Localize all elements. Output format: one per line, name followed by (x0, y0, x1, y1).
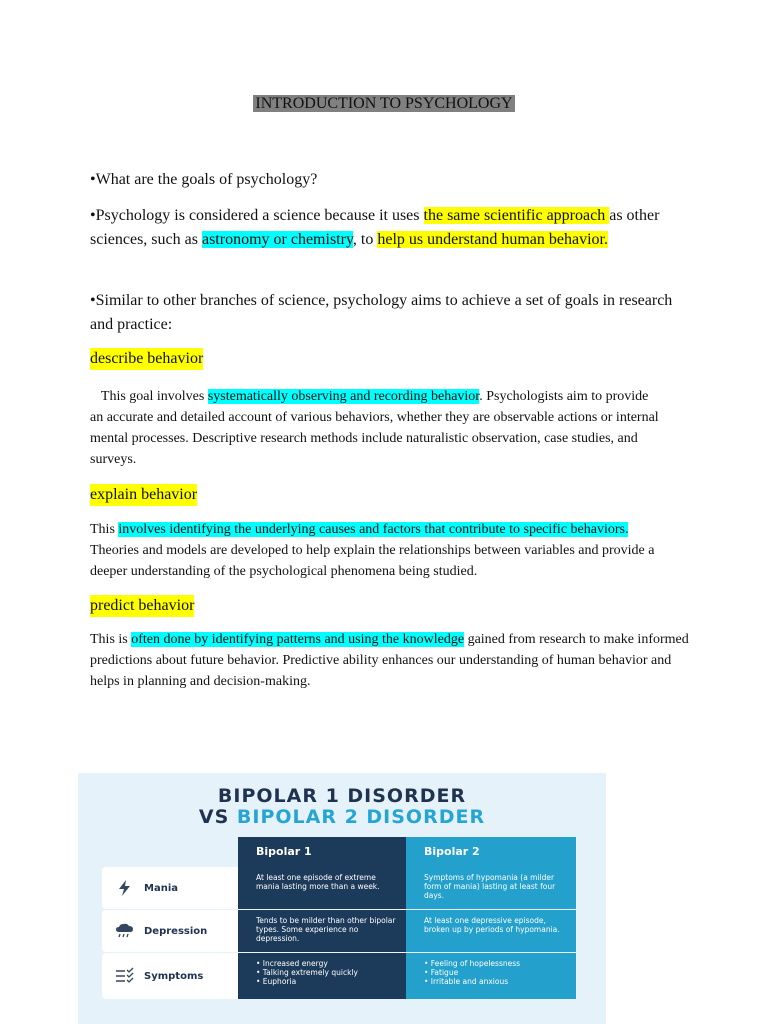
row-label-depression: Depression (102, 910, 238, 952)
highlight-causes: involves identifying the underlying causes and factors that contribute to specific behaviors. (118, 522, 629, 537)
heading-predict: predict behavior (90, 595, 194, 617)
heading-explain: explain behavior (90, 484, 197, 506)
highlight-understand-behavior: help us understand human behavior. (377, 231, 608, 248)
highlight-astronomy: astronomy or chemistry (201, 231, 353, 248)
cell-symptoms-bipolar-2: • Feeling of hopelessness • Fatigue • Irritable and anxious (406, 953, 576, 999)
cell-symptoms-bipolar-1: • Increased energy • Talking extremely quickly • Euphoria (238, 953, 406, 999)
bipolar-infographic (78, 773, 606, 1024)
paragraph-predict: This is often done by identifying patterns and using the knowledge gained from research to make informed predictions about future behavior. Predictive ability enhances our understanding of human behavior and helps in planning and decision-making. (90, 632, 689, 689)
paragraph-explain: This involves identifying the underlying causes and factors that contribute to specific behaviors. Theories and models are developed to help explain the relationships between variables and provide a deeper understanding of the psychological phenomena being studied. (90, 522, 655, 579)
highlight-observing: systematically observing and recording behavior (208, 389, 479, 404)
column-header-bipolar-2: Bipolar 2 (406, 837, 576, 867)
highlight-patterns: often done by identifying patterns and using the knowledge (131, 632, 465, 647)
rain-cloud-icon (114, 922, 136, 940)
lightning-icon (114, 879, 136, 897)
heading-describe: describe behavior (90, 348, 203, 370)
question-goals: •What are the goals of psychology? (90, 171, 318, 188)
row-label-symptoms: Symptoms (102, 953, 238, 999)
infographic-title-2: VS BIPOLAR 2 DISORDER (198, 806, 486, 828)
title-text: INTRODUCTION TO PSYCHOLOGY (255, 95, 513, 112)
paragraph-describe: This goal involves systematically observing and recording behavior. Psychologists aim to provide an accurate and detailed account of various behaviors, whether they are observable actions or internal mental processes. Descriptive research methods include naturalistic observation, case studies, and surveys. (90, 389, 655, 467)
cell-mania-bipolar-1: At least one episode of extreme mania lasting more than a week. (238, 867, 406, 909)
page-title (0, 94, 768, 114)
cell-depression-bipolar-1: Tends to be milder than other bipolar types. Some experience no depression. (238, 910, 406, 952)
column-header-bipolar-1: Bipolar 1 (238, 837, 406, 867)
cell-mania-bipolar-2: Symptoms of hypomania (a milder form of mania) lasting at least four days. (406, 867, 576, 909)
cell-depression-bipolar-2: At least one depressive episode, broken up by periods of hypomania. (406, 910, 576, 952)
checklist-icon (114, 967, 136, 985)
highlight-scientific-approach: the same scientific approach (423, 207, 610, 224)
infographic-title-1: BIPOLAR 1 DISORDER (217, 785, 467, 807)
paragraph-goals-intro: •Similar to other branches of science, psychology aims to achieve a set of goals in research and practice: (90, 292, 673, 333)
paragraph-science: •Psychology is considered a science because it uses the same scientific approach as other sciences, such as astronomy or chemistry, to help us understand human behavior. (90, 207, 660, 248)
row-label-mania: Mania (102, 867, 238, 909)
